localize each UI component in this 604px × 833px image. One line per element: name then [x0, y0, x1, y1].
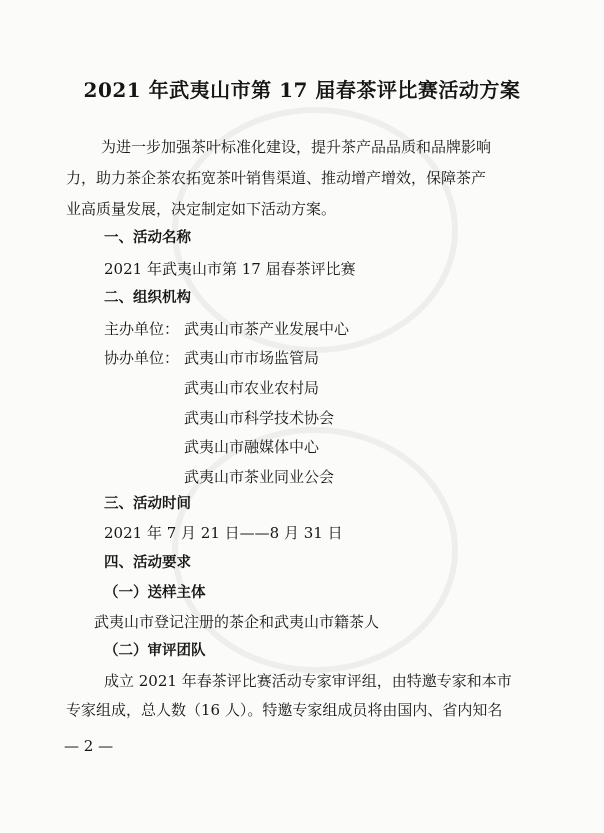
subsection-1-heading: （一）送样主体: [104, 585, 206, 601]
document-title: 2021 年武夷山市第 17 届春茶评比赛活动方案: [83, 78, 521, 102]
section-1-heading: 一、活动名称: [104, 230, 191, 246]
subsection-2-line-1: 成立 2021 年春茶评比赛活动专家审评组，由特邀专家和本市: [104, 672, 512, 690]
co-org-item: 武夷山市市场监管局: [184, 349, 320, 367]
intro-line-3: 业高质量发展，决定制定如下活动方案。: [66, 200, 337, 218]
section-2-heading: 二、组织机构: [104, 290, 191, 306]
intro-line-1: 为进一步加强茶叶标准化建设，提升茶产品品质和品牌影响: [101, 138, 492, 156]
section-1-content: 2021 年武夷山市第 17 届春茶评比赛: [104, 260, 356, 278]
co-org-item: 武夷山市融媒体中心: [184, 438, 320, 456]
host-org: 武夷山市茶产业发展中心: [184, 320, 350, 338]
co-organizer-label: 协办单位：: [104, 349, 180, 367]
co-org-item: 武夷山市茶业同业公会: [184, 468, 335, 486]
subsection-2-heading: （二）审评团队: [104, 643, 206, 659]
co-org-item: 武夷山市科学技术协会: [184, 409, 335, 427]
page-number: — 2 —: [64, 737, 114, 755]
section-3-content: 2021 年 7 月 21 日——8 月 31 日: [104, 524, 343, 542]
host-label: 主办单位：: [104, 320, 180, 338]
subsection-1-content: 武夷山市登记注册的茶企和武夷山市籍茶人: [94, 613, 380, 631]
section-4-heading: 四、活动要求: [104, 555, 191, 571]
section-3-heading: 三、活动时间: [104, 496, 191, 512]
intro-line-2: 力，助力茶企茶农拓宽茶叶销售渠道、推动增产增效，保障茶产: [66, 169, 487, 187]
co-org-item: 武夷山市农业农村局: [184, 379, 320, 397]
subsection-2-line-2: 专家组成，总人数（16 人）。特邀专家组成员将由国内、省内知名: [66, 701, 503, 719]
